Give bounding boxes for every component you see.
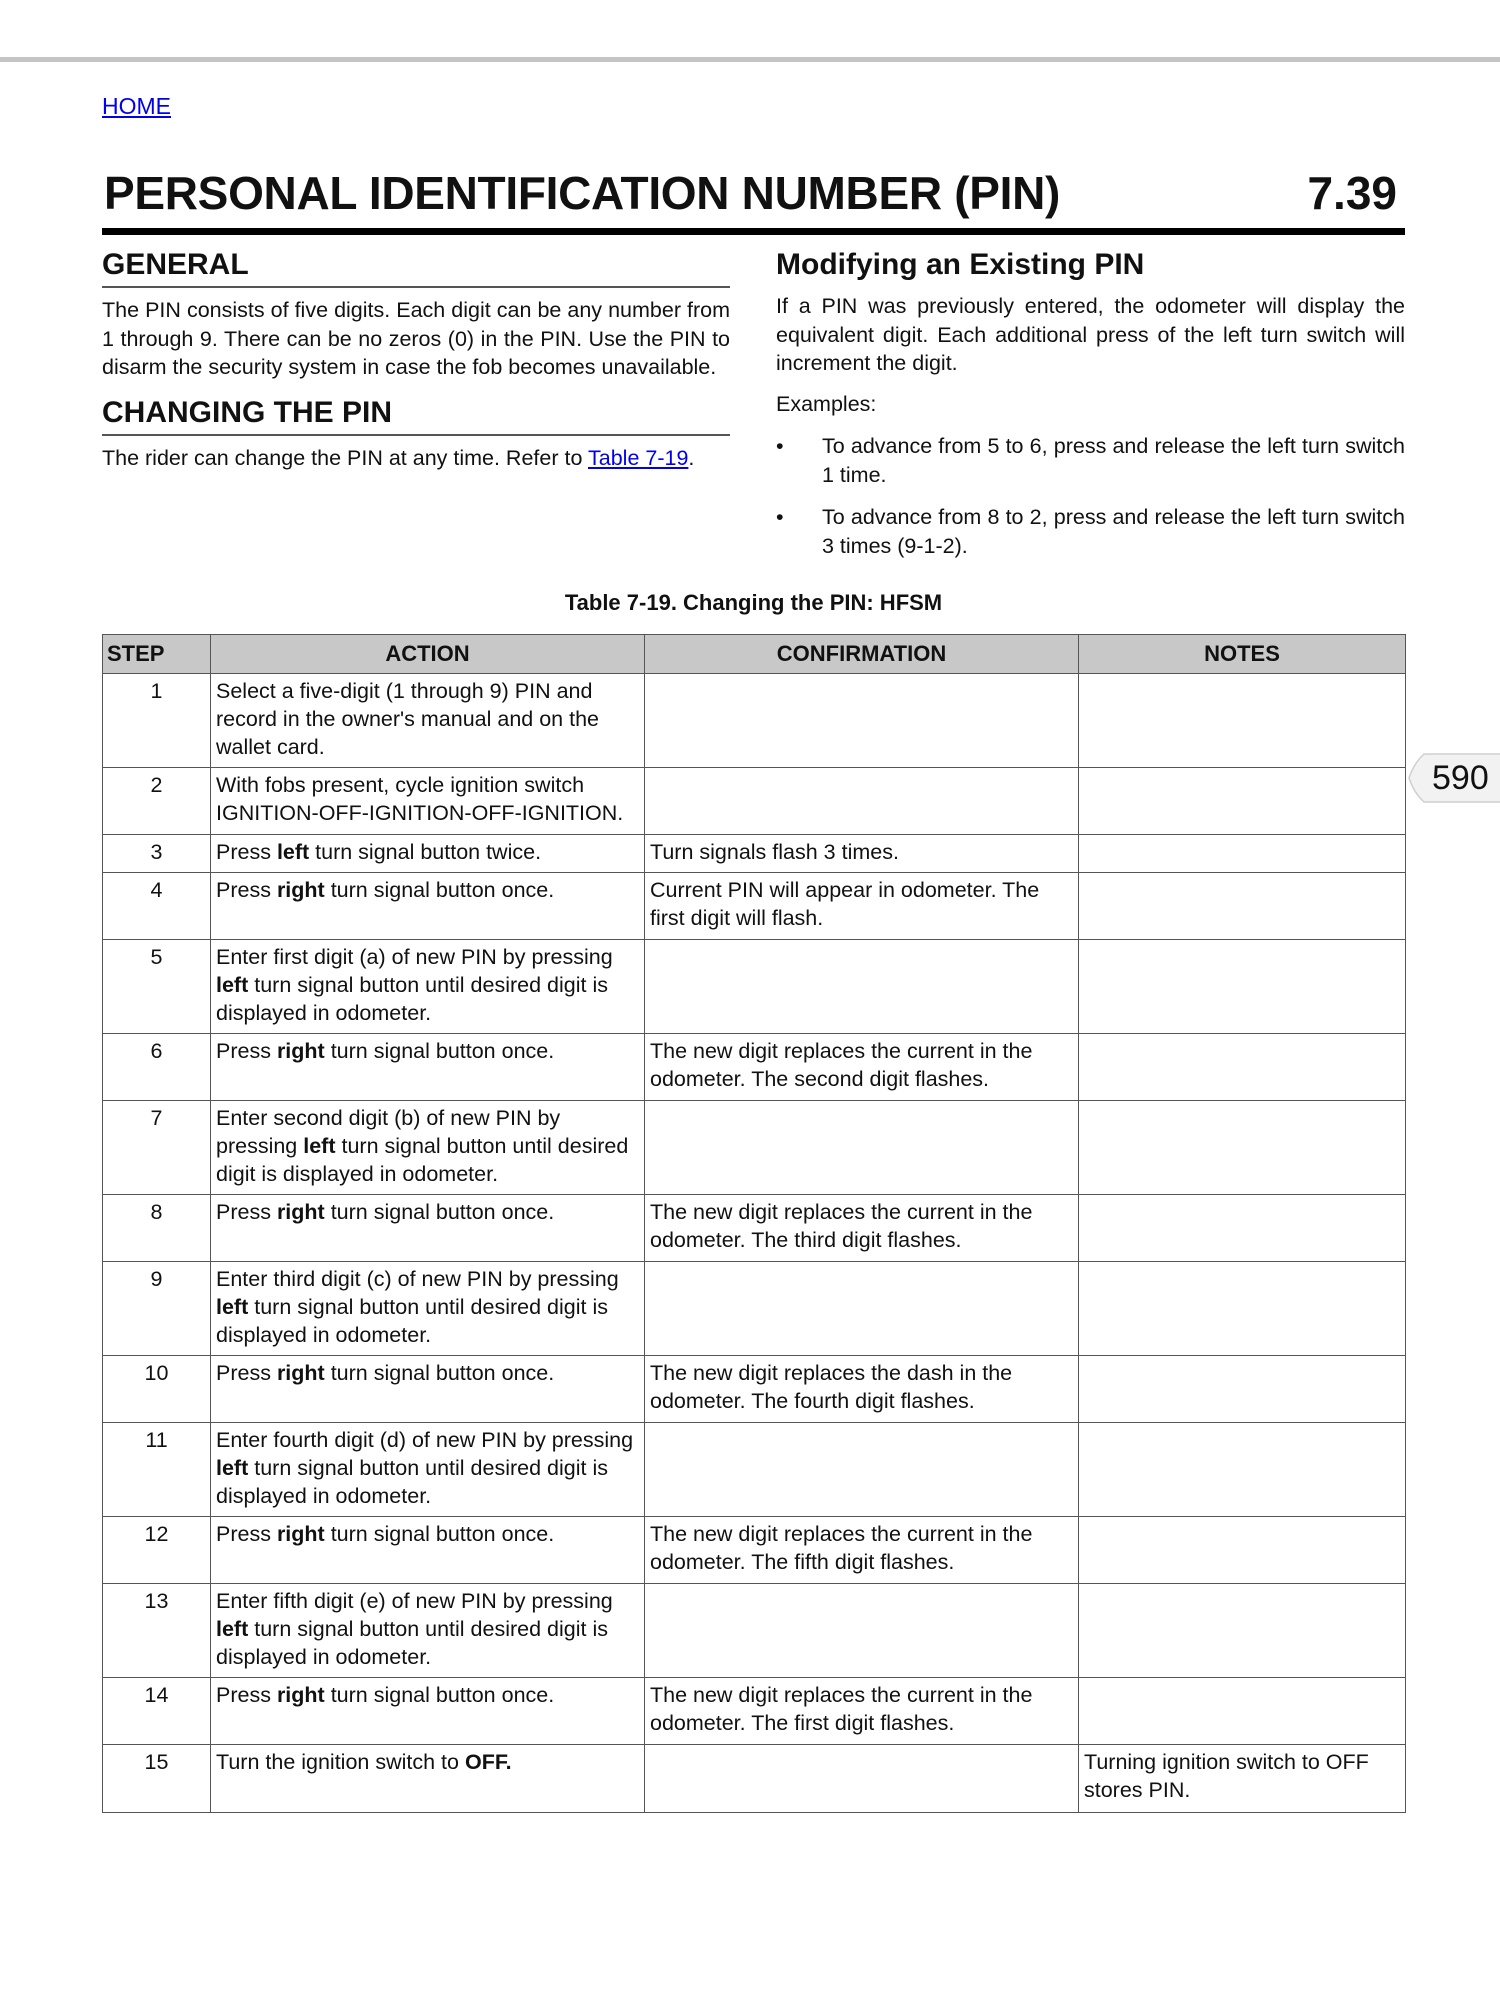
- modifying-body: If a PIN was previously entered, the odometer will display the equivalent digit. Each additional press of the left turn switch will increment the digit.: [776, 294, 1405, 375]
- example-item: [776, 503, 1405, 560]
- table-row: [103, 873, 1406, 940]
- bullet-icon: •: [776, 505, 784, 529]
- header-action: ACTION: [211, 635, 645, 674]
- action-text: Enter third digit (c) of new PIN by pressing: [216, 1267, 619, 1291]
- section-number: 7.39: [1307, 167, 1397, 219]
- action-text: turn signal button until desired digit is displayed in odometer.: [216, 1456, 608, 1508]
- action-cell: [211, 1584, 645, 1678]
- left-column: [102, 248, 730, 472]
- general-rule: [102, 286, 730, 288]
- action-cell: [211, 1101, 645, 1195]
- home-link[interactable]: HOME: [102, 93, 171, 119]
- example-item: [776, 432, 1405, 489]
- changing-body: [102, 444, 730, 473]
- notes-cell: [1079, 1584, 1406, 1678]
- table-body: [103, 674, 1406, 1813]
- action-cell: [211, 1517, 645, 1584]
- steps-table: [102, 634, 1406, 1813]
- action-text: With fobs present, cycle ignition switch IGNITION-OFF-IGNITION-OFF-IGNITION.: [216, 773, 624, 825]
- step-number: 2: [103, 768, 211, 835]
- step-number: 4: [103, 873, 211, 940]
- table-row: [103, 768, 1406, 835]
- action-text: turn signal button twice.: [309, 840, 542, 864]
- action-cell: [211, 674, 645, 768]
- table-row: [103, 674, 1406, 768]
- title-rule: [102, 228, 1405, 235]
- confirmation-cell: [645, 768, 1079, 835]
- examples-label: Examples:: [776, 391, 877, 416]
- table-header-row: [103, 635, 1406, 674]
- action-emphasis: right: [276, 1200, 325, 1224]
- notes-cell: [1079, 1356, 1406, 1423]
- action-cell: [211, 1262, 645, 1356]
- notes-cell: [1079, 768, 1406, 835]
- table-row: [103, 940, 1406, 1034]
- action-text: Press: [216, 1522, 277, 1546]
- table-row: [103, 1101, 1406, 1195]
- right-column: [776, 248, 1405, 560]
- top-divider: [0, 57, 1500, 62]
- confirmation-cell: The new digit replaces the dash in the odometer. The fourth digit flashes.: [645, 1356, 1079, 1423]
- action-text: turn signal button until desired digit is displayed in odometer.: [216, 1617, 608, 1669]
- action-text: Press: [216, 878, 277, 902]
- changing-body-suffix: .: [688, 445, 695, 470]
- action-text: Enter second digit (b) of new PIN by pressing: [216, 1106, 561, 1158]
- action-text: turn signal button once.: [324, 1683, 555, 1707]
- changing-heading: CHANGING THE PIN: [102, 395, 393, 429]
- table-row: [103, 1678, 1406, 1745]
- action-cell: [211, 940, 645, 1034]
- bullet-icon: •: [776, 434, 784, 458]
- step-number: 15: [103, 1745, 211, 1813]
- notes-cell: [1079, 1101, 1406, 1195]
- action-cell: [211, 1745, 645, 1813]
- action-cell: [211, 1356, 645, 1423]
- action-cell: [211, 1195, 645, 1262]
- action-text: turn signal button until desired digit is displayed in odometer.: [216, 973, 608, 1025]
- general-body: The PIN consists of five digits. Each digit can be any number from 1 through 9. There can be no zeros (0) in the PIN. Use the PIN to disarm the security system in case the fob becomes unavailable.: [102, 298, 730, 379]
- action-cell: [211, 1034, 645, 1101]
- notes-cell: Turning ignition switch to OFF stores PIN.: [1079, 1745, 1406, 1813]
- table-row: [103, 1584, 1406, 1678]
- action-text: Enter fourth digit (d) of new PIN by pressing: [216, 1428, 634, 1452]
- action-text: turn signal button once.: [324, 878, 555, 902]
- step-number: 8: [103, 1195, 211, 1262]
- confirmation-cell: [645, 940, 1079, 1034]
- header-step: STEP: [103, 635, 211, 674]
- step-number: 3: [103, 835, 211, 873]
- step-number: 9: [103, 1262, 211, 1356]
- confirmation-cell: Turn signals flash 3 times.: [645, 835, 1079, 873]
- page-number-badge: [1408, 753, 1500, 803]
- action-text: Select a five-digit (1 through 9) PIN and record in the owner's manual and on the wallet card.: [216, 679, 599, 759]
- step-number: 7: [103, 1101, 211, 1195]
- confirmation-cell: The new digit replaces the current in the odometer. The first digit flashes.: [645, 1678, 1079, 1745]
- table-row: [103, 1195, 1406, 1262]
- action-cell: [211, 768, 645, 835]
- table-row: [103, 1034, 1406, 1101]
- action-text: turn signal button once.: [324, 1039, 555, 1063]
- table-row: [103, 1517, 1406, 1584]
- action-emphasis: left: [276, 840, 310, 864]
- notes-cell: [1079, 674, 1406, 768]
- action-text: Press: [216, 1683, 277, 1707]
- action-emphasis: left: [216, 1295, 249, 1319]
- action-text: turn signal button until desired digit is displayed in odometer.: [216, 1295, 608, 1347]
- table-row: [103, 1262, 1406, 1356]
- page-number: 590: [1432, 759, 1489, 797]
- general-heading: GENERAL: [102, 248, 249, 281]
- step-number: 10: [103, 1356, 211, 1423]
- action-text: Enter fifth digit (e) of new PIN by pressing: [216, 1589, 613, 1613]
- table-row: [103, 1423, 1406, 1517]
- step-number: 5: [103, 940, 211, 1034]
- table-7-19-link[interactable]: Table 7-19: [588, 445, 689, 470]
- notes-cell: [1079, 1517, 1406, 1584]
- action-text: Press: [216, 1200, 277, 1224]
- confirmation-cell: [645, 674, 1079, 768]
- action-text: turn signal button once.: [324, 1200, 555, 1224]
- page-header: [102, 166, 1405, 226]
- table-row: [103, 835, 1406, 873]
- notes-cell: [1079, 1034, 1406, 1101]
- modifying-heading: Modifying an Existing PIN: [776, 248, 1145, 281]
- action-text: turn signal button once.: [324, 1522, 555, 1546]
- step-number: 13: [103, 1584, 211, 1678]
- action-cell: [211, 1423, 645, 1517]
- action-text: Press: [216, 1361, 277, 1385]
- action-emphasis: OFF.: [464, 1750, 512, 1774]
- notes-cell: [1079, 1423, 1406, 1517]
- action-text: Press: [216, 840, 277, 864]
- step-number: 1: [103, 674, 211, 768]
- step-number: 14: [103, 1678, 211, 1745]
- confirmation-cell: The new digit replaces the current in the odometer. The fifth digit flashes.: [645, 1517, 1079, 1584]
- action-cell: [211, 835, 645, 873]
- action-emphasis: left: [216, 1456, 249, 1480]
- header-confirmation: CONFIRMATION: [645, 635, 1079, 674]
- confirmation-cell: [645, 1101, 1079, 1195]
- confirmation-cell: [645, 1584, 1079, 1678]
- step-number: 12: [103, 1517, 211, 1584]
- confirmation-cell: Current PIN will appear in odometer. The first digit will flash.: [645, 873, 1079, 940]
- action-emphasis: right: [276, 1683, 325, 1707]
- action-emphasis: right: [276, 1522, 325, 1546]
- example-text: To advance from 5 to 6, press and release the left turn switch 1 time.: [822, 434, 1405, 487]
- confirmation-cell: The new digit replaces the current in the odometer. The third digit flashes.: [645, 1195, 1079, 1262]
- changing-rule: [102, 434, 730, 436]
- action-text: Turn the ignition switch to: [216, 1750, 465, 1774]
- confirmation-cell: The new digit replaces the current in the odometer. The second digit flashes.: [645, 1034, 1079, 1101]
- example-text: To advance from 8 to 2, press and release the left turn switch 3 times (9-1-2).: [822, 505, 1405, 558]
- action-text: Press: [216, 1039, 277, 1063]
- notes-cell: [1079, 873, 1406, 940]
- confirmation-cell: [645, 1423, 1079, 1517]
- action-emphasis: left: [216, 1617, 249, 1641]
- confirmation-cell: [645, 1262, 1079, 1356]
- action-emphasis: right: [276, 1039, 325, 1063]
- header-notes: NOTES: [1079, 635, 1406, 674]
- changing-body-text: The rider can change the PIN at any time. Refer to: [102, 445, 588, 470]
- action-emphasis: left: [303, 1134, 336, 1158]
- action-emphasis: right: [276, 1361, 325, 1385]
- action-cell: [211, 873, 645, 940]
- notes-cell: [1079, 940, 1406, 1034]
- notes-cell: [1079, 1678, 1406, 1745]
- table-row: [103, 1745, 1406, 1813]
- action-text: Enter first digit (a) of new PIN by pressing: [216, 945, 613, 969]
- action-emphasis: left: [216, 973, 249, 997]
- action-text: turn signal button once.: [324, 1361, 555, 1385]
- step-number: 11: [103, 1423, 211, 1517]
- notes-cell: [1079, 1195, 1406, 1262]
- action-cell: [211, 1678, 645, 1745]
- page-title: PERSONAL IDENTIFICATION NUMBER (PIN): [104, 167, 1061, 219]
- action-text: turn signal button until desired digit is displayed in odometer.: [216, 1134, 629, 1186]
- table-row: [103, 1356, 1406, 1423]
- action-emphasis: right: [276, 878, 325, 902]
- confirmation-cell: [645, 1745, 1079, 1813]
- notes-cell: [1079, 835, 1406, 873]
- notes-cell: [1079, 1262, 1406, 1356]
- table-caption: Table 7-19. Changing the PIN: HFSM: [564, 590, 943, 615]
- step-number: 6: [103, 1034, 211, 1101]
